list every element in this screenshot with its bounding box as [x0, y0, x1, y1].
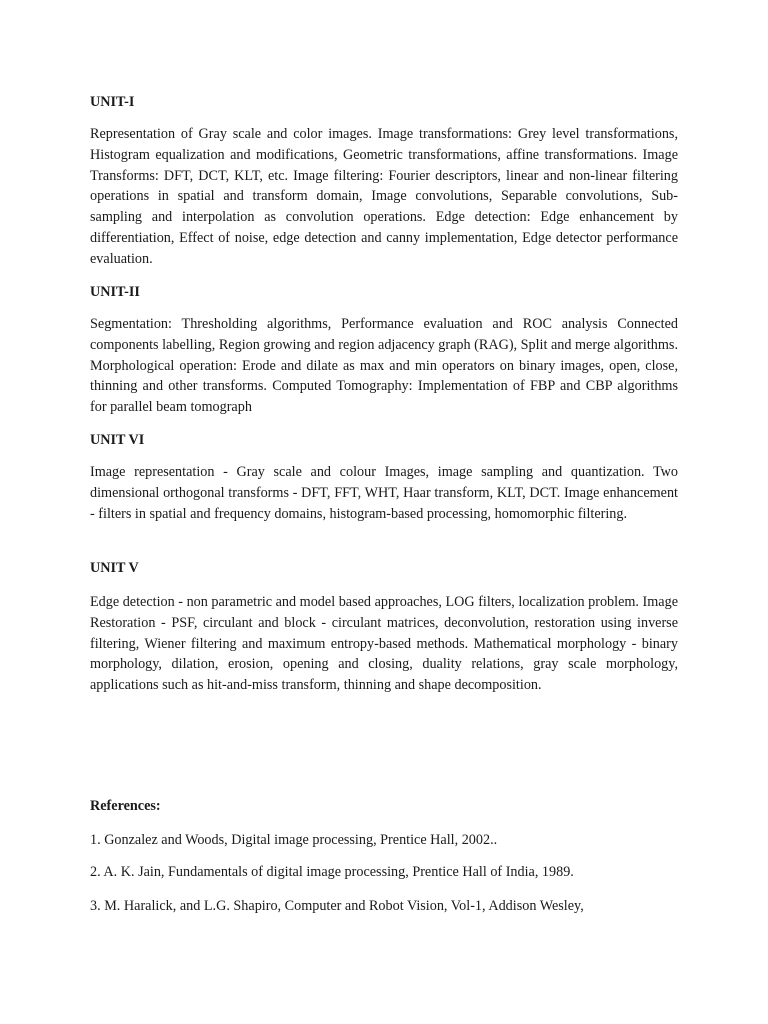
unit-vi-heading: UNIT VI [90, 432, 145, 448]
reference-item: 1. Gonzalez and Woods, Digital image processing, Prentice Hall, 2002.. [90, 832, 498, 848]
unit-v-body: Edge detection - non parametric and model based approaches, LOG filters, localization problem. Image Restoration - PSF, circulant and block - circulant matrices, deconvolution, restoration using inverse filtering, Wiener filtering and maximum entropy-based methods. Mathematical morphology - binary morphology, dilation, erosion, opening and closing, duality relations, gray scale morphology, applications such as hit-and-miss transform, thinning and shape decomposition. [90, 594, 678, 694]
unit-1-body: Representation of Gray scale and color images. Image transformations: Grey level transformations, Histogram equalization and modifications, Geometric transformations, affine transformations. Image Transforms: DFT, DCT, KLT, etc. Image filtering: Fourier descriptors, linear and non-linear filtering operations in spatial and transform domain, Image convolutions, Separable convolutions, Sub-sampling and interpolation as convolution operations. Edge detection: Edge enhancement by differentiation, Effect of noise, edge detection and canny implementation, Edge detector performance evaluation. [90, 126, 678, 267]
reference-item: 3. M. Haralick, and L.G. Shapiro, Computer and Robot Vision, Vol-1, Addison Wesley, [90, 898, 584, 914]
references-heading: References: [90, 798, 161, 814]
unit-2-body: Segmentation: Thresholding algorithms, Performance evaluation and ROC analysis Connected components labelling, Region growing and region adjacency graph (RAG), Split and merge algorithms. Morphological operation: Erode and dilate as max and min operators on binary images, open, close, thinning and other transforms. Computed Tomography: Implementation of FBP and CBP algorithms for parallel beam tomograph [90, 316, 678, 416]
reference-item: 2. A. K. Jain, Fundamentals of digital image processing, Prentice Hall of India, 1989. [90, 864, 574, 880]
unit-vi-body: Image representation - Gray scale and colour Images, image sampling and quantization. Two dimensional orthogonal transforms - DFT, FFT, WHT, Haar transform, KLT, DCT. Image enhancement - filters in spatial and frequency domains, histogram-based processing, homomorphic filtering. [90, 464, 678, 522]
unit-1-heading: UNIT-I [90, 94, 135, 110]
unit-v-heading: UNIT V [90, 560, 139, 576]
unit-2-heading: UNIT-II [90, 284, 140, 300]
